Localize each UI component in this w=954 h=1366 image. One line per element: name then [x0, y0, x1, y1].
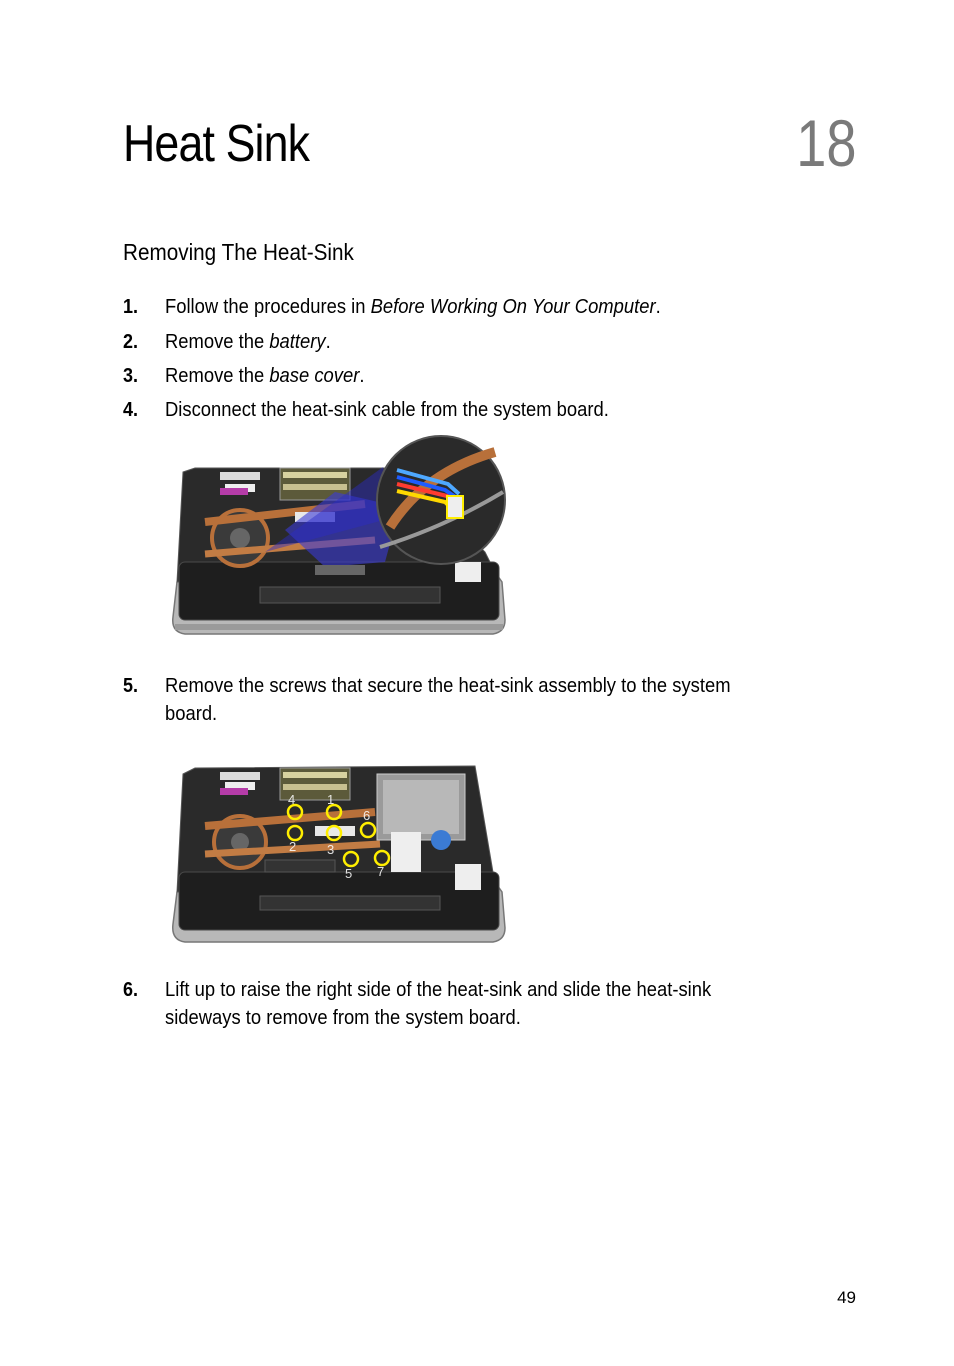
screw-label: 3	[327, 842, 335, 857]
screw-label: 4	[288, 792, 296, 807]
step-6	[123, 976, 823, 1036]
link-base-cover[interactable]: base cover	[269, 365, 360, 387]
step-text: Lift up to raise the right side of the heat-sink and slide the heat-sink sideways to remove from the system board.	[165, 979, 712, 1029]
link-before-working[interactable]: Before Working On Your Computer	[370, 296, 656, 318]
step-number: 3.	[123, 365, 139, 387]
page-number: 49	[837, 1288, 856, 1307]
step-number: 6.	[123, 979, 139, 1001]
step-text: Remove the base cover.	[165, 365, 365, 387]
step-number: 1.	[123, 296, 139, 318]
step-number: 2.	[123, 331, 139, 353]
screw-label: 7	[377, 864, 385, 879]
link-battery[interactable]: battery	[269, 331, 326, 353]
step-number: 4.	[123, 399, 139, 421]
section-title: Removing The Heat-Sink	[123, 239, 354, 265]
step-text: Remove the battery.	[165, 331, 331, 353]
screw-label: 6	[363, 808, 371, 823]
chapter-number: 18	[795, 106, 856, 180]
step-5	[123, 672, 823, 732]
step-text: Remove the screws that secure the heat-sink assembly to the system board.	[165, 675, 731, 725]
screw-label: 2	[289, 839, 297, 854]
chapter-title: Heat Sink	[123, 115, 310, 173]
step-text: Follow the procedures in Before Working On Your Computer.	[165, 296, 661, 318]
screw-label: 1	[327, 792, 335, 807]
step-number: 5.	[123, 675, 139, 697]
step-text: Disconnect the heat-sink cable from the system board.	[165, 399, 609, 421]
heatsink-screws-figure	[165, 764, 510, 946]
heatsink-cable-figure	[165, 432, 510, 644]
screw-label: 5	[345, 866, 353, 881]
